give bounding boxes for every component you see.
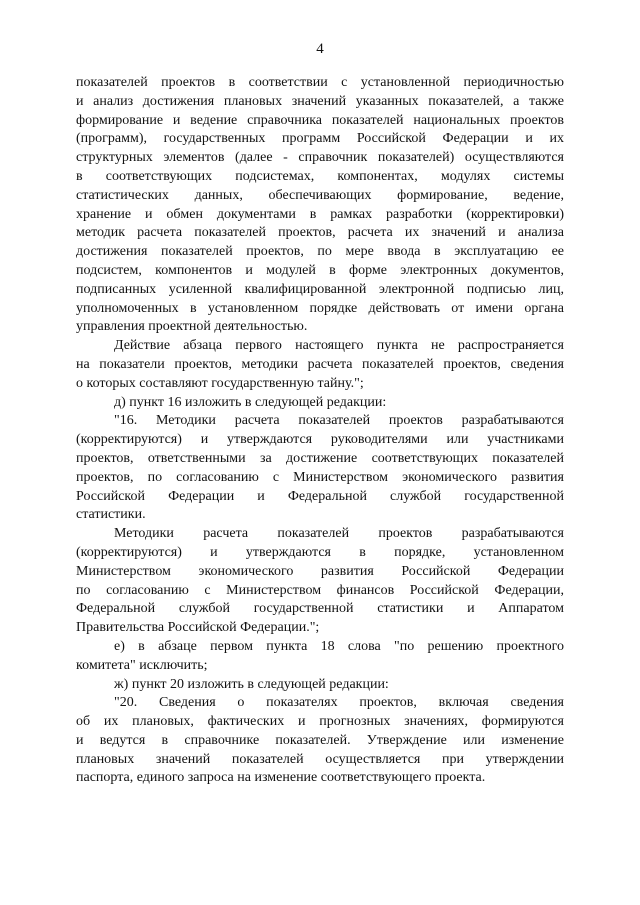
text-line: "16. Методики расчета показателей проектов разрабатываются [114, 413, 564, 429]
text-line: формирование и ведение справочника показателей национальных проектов [76, 112, 564, 128]
text-line: и ведутся в справочнике показателей. Утверждение или изменение [76, 732, 564, 748]
text-line: методик расчета показателей проектов, расчета их значений и анализа [76, 225, 564, 241]
text-line: (программ), государственных программ Российской Федерации и их [76, 131, 564, 147]
text-line: плановых значений показателей осуществляется при утверждении [76, 751, 564, 767]
text-line: е) в абзаце первом пункта 18 слова "по решению проектного [114, 638, 564, 654]
text-line: показателей проектов в соответствии с установленной периодичностью [76, 75, 564, 90]
text-line: паспорта, единого запроса на изменение соответствующего проекта. [76, 770, 486, 786]
text-line: д) пункт 16 изложить в следующей редакции: [114, 394, 387, 410]
text-line: проектов, ответственными за достижение соответствующих показателей [76, 450, 564, 466]
text-line: статистики. [76, 507, 146, 523]
text-line: достижения показателей проектов, по мере ввода в эксплуатацию ее [76, 244, 564, 260]
document-body [76, 74, 564, 788]
text-line: на показатели проектов, методики расчета показателей проектов, сведения [76, 356, 564, 372]
text-line: подсистем, компонентов и модулей в форме электронных документов, [76, 262, 564, 278]
text-line: Российской Федерации и Федеральной службой государственной [76, 488, 564, 504]
text-line: (корректируются) и утверждаются руководителями или участниками [76, 432, 564, 448]
text-line: проектов, по согласованию с Министерством экономического развития [76, 469, 564, 485]
paragraph-p4 [76, 412, 564, 525]
text-line: и анализ достижения плановых значений указанных показателей, а также [76, 93, 564, 109]
paragraph-p3 [76, 394, 564, 413]
text-line: о которых составляют государственную тайну."; [76, 375, 364, 391]
text-line: "20. Сведения о показателях проектов, включая сведения [114, 695, 564, 711]
text-line: (корректируются) и утверждаются в порядке, установленном [76, 544, 564, 560]
paragraph-p7 [76, 676, 564, 695]
text-line: Министерством экономического развития Российской Федерации [76, 563, 564, 579]
text-line: уполномоченных в установленном порядке действовать от имени органа [76, 300, 564, 316]
text-line: Методики расчета показателей проектов разрабатываются [114, 526, 564, 542]
text-line: структурных элементов (далее - справочник показателей) осуществляются [76, 150, 564, 166]
text-line: Правительства Российской Федерации."; [76, 620, 320, 636]
text-line: об их плановых, фактических и прогнозных значениях, формируются [76, 714, 564, 730]
paragraph-p5 [76, 525, 564, 638]
text-line: Федеральной службой государственной статистики и Аппаратом [76, 601, 564, 617]
paragraph-p6 [76, 638, 564, 676]
text-line: в соответствующих подсистемах, компонентах, модулях системы [76, 168, 564, 184]
paragraph-p1 [76, 74, 564, 337]
text-line: комитета" исключить; [76, 657, 208, 673]
text-line: хранение и обмен документами в рамках разработки (корректировки) [76, 206, 564, 222]
text-line: ж) пункт 20 изложить в следующей редакции: [114, 676, 389, 692]
text-line: Действие абзаца первого настоящего пункта не распространяется [114, 338, 564, 354]
text-line: управления проектной деятельностью. [76, 319, 308, 335]
page-number: 4 [316, 41, 324, 57]
text-line: подписанных усиленной квалифицированной электронной подписью лиц, [76, 281, 564, 297]
paragraph-p2 [76, 337, 564, 393]
paragraph-p8 [76, 694, 564, 788]
text-line: по согласованию с Министерством финансов Российской Федерации, [76, 582, 564, 598]
text-line: статистических данных, обеспечивающих формирование, ведение, [76, 187, 564, 203]
